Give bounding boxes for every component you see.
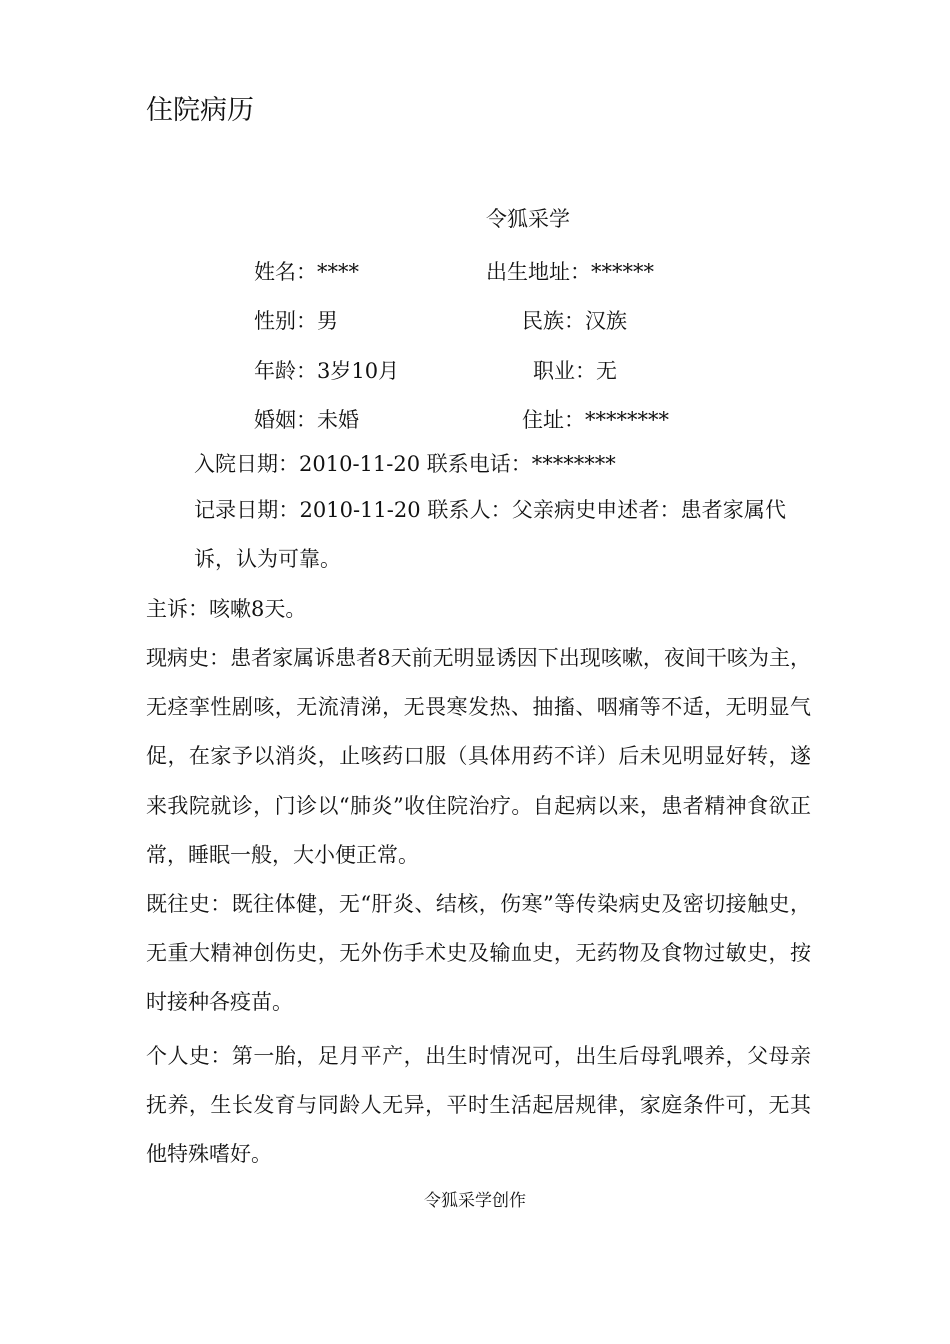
patient-gender: 性别：男: [254, 309, 338, 333]
chief-complaint: 主诉：咳嗽8天。: [146, 597, 307, 621]
present-illness-history: 现病史：患者家属诉患者8天前无明显诱因下出现咳嗽，夜间干咳为主，无痉挛性剧咳，无流清涕，无畏寒发热、抽搐、咽痛等不适，无明显气促，在家予以消炎，止咳药口服（具体用药不详）后未见明显好转，遂来我院就诊，门诊以“肺炎”收住院治疗。自起病以来，患者精神食欲正常，睡眠一般，大小便正常。: [146, 646, 811, 867]
patient-birthplace: 出生地址：******: [486, 260, 654, 284]
admission-date-line: 入院日期：2010-11-20 联系电话：********: [194, 452, 616, 476]
page-footer: 令狐采学创作: [424, 1191, 526, 1211]
patient-occupation: 职业：无: [533, 359, 617, 383]
patient-marital-status: 婚姻：未婚: [254, 408, 359, 432]
personal-history: 个人史：第一胎，足月平产，出生时情况可，出生后母乳喂养，父母亲抚养，生长发育与同龄人无异，平时生活起居规律，家庭条件可，无其他特殊嗜好。: [146, 1044, 811, 1167]
patient-ethnicity: 民族：汉族: [522, 309, 627, 333]
document-title: 住院病历: [146, 95, 254, 126]
record-date-paragraph: 记录日期：2010-11-20 联系人：父亲病史申述者：患者家属代诉，认为可靠。: [194, 498, 786, 572]
patient-age: 年龄：3岁10月: [254, 359, 400, 383]
patient-name: 姓名：****: [254, 260, 359, 284]
patient-address: 住址：********: [522, 408, 669, 432]
past-history: 既往史：既往体健，无“肝炎、结核，伤寒”等传染病史及密切接触史，无重大精神创伤史，无外伤手术史及输血史，无药物及食物过敏史，按时接种各疫苗。: [146, 892, 811, 1015]
author-name: 令狐采学: [486, 207, 570, 231]
